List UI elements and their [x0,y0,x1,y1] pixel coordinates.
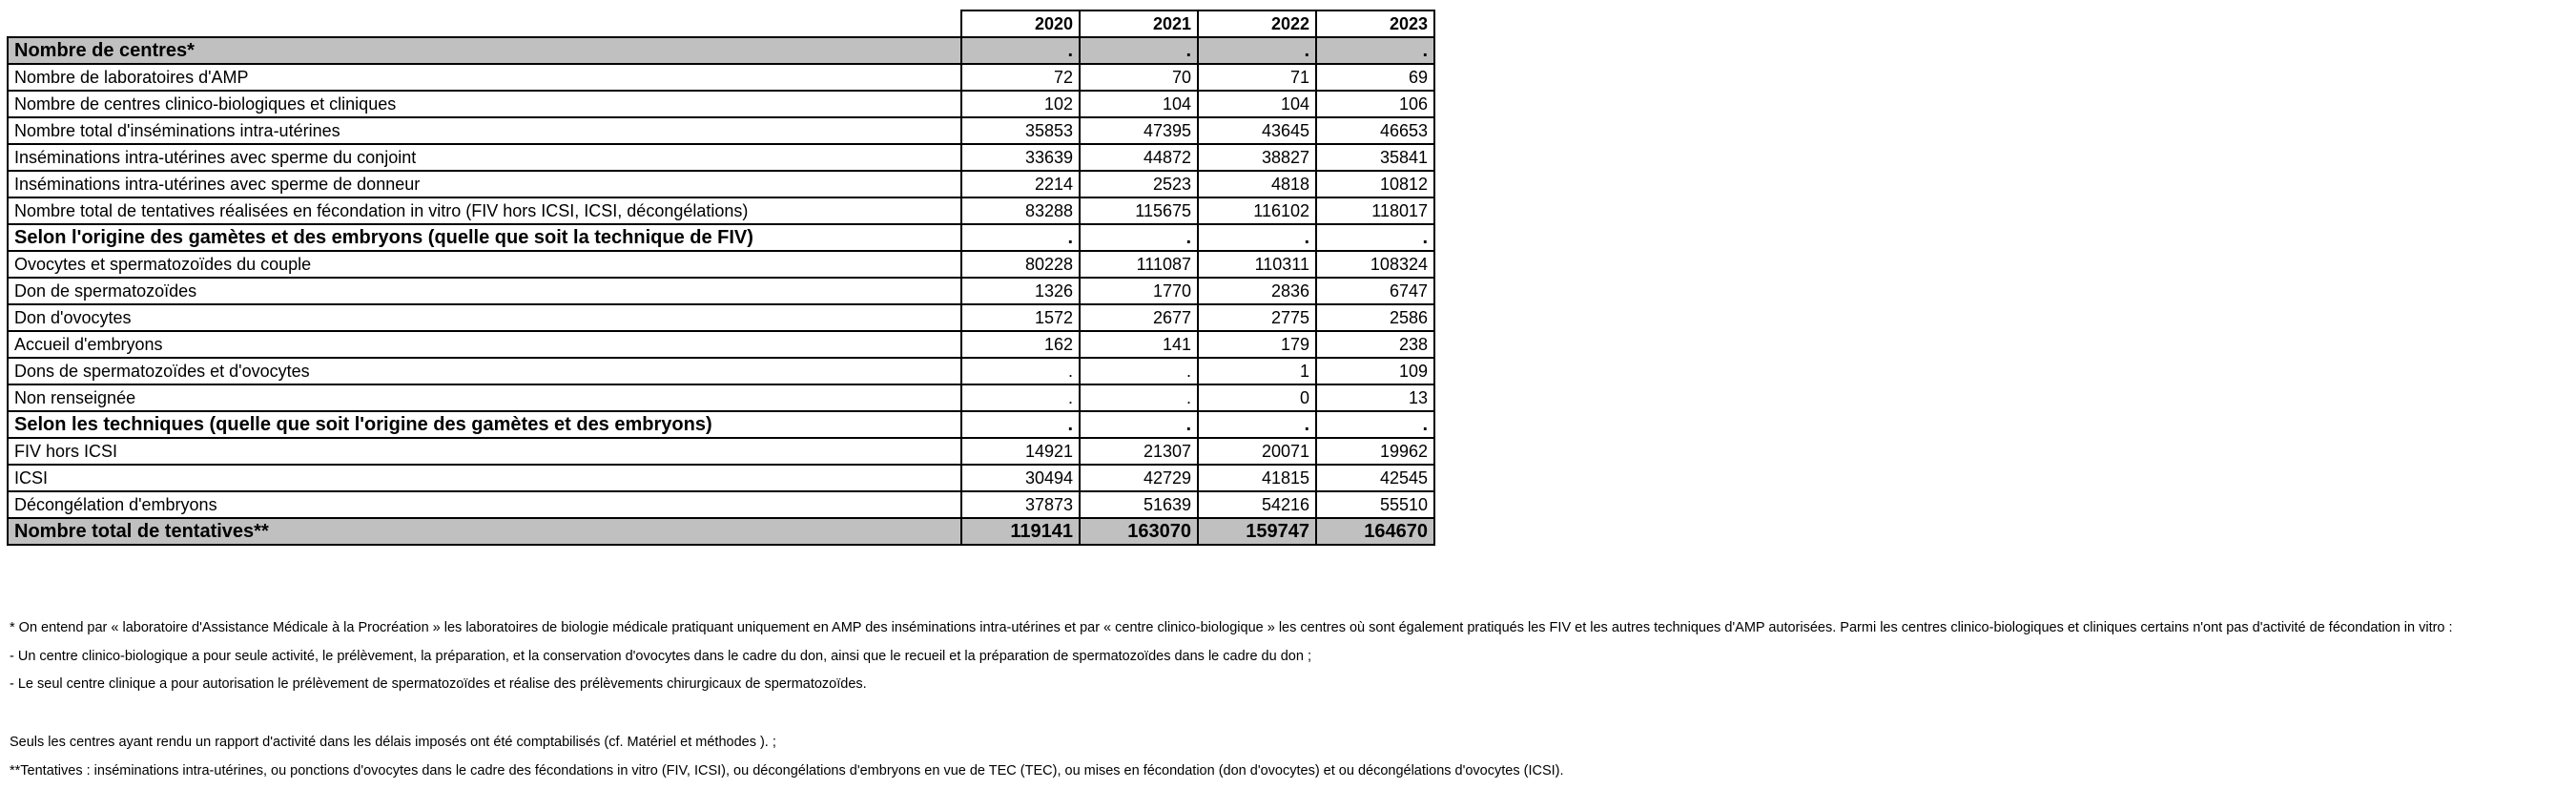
value-cell-2022: 54216 [1198,491,1316,518]
row-label: Selon l'origine des gamètes et des embryons (quelle que soit la technique de FIV) [8,224,961,251]
value-cell-2021: . [1080,384,1198,411]
value-cell-2023: 108324 [1316,251,1434,278]
value-cell-2020: . [961,37,1080,64]
row-label: Nombre de centres* [8,37,961,64]
value-cell-2020: 72 [961,64,1080,91]
value-cell-2020: 2214 [961,171,1080,197]
value-cell-2022: . [1198,411,1316,438]
value-cell-2022: 110311 [1198,251,1316,278]
value-cell-2023: 118017 [1316,197,1434,224]
table-row [8,465,1434,491]
value-cell-2021: 44872 [1080,144,1198,171]
year-header: 2020 [961,10,1080,37]
value-cell-2023: 42545 [1316,465,1434,491]
value-cell-2022: . [1198,37,1316,64]
value-cell-2022: . [1198,224,1316,251]
value-cell-2021: 2523 [1080,171,1198,197]
year-header: 2021 [1080,10,1198,37]
value-cell-2022: 179 [1198,331,1316,358]
table-row [8,358,1434,384]
value-cell-2022: 2775 [1198,304,1316,331]
value-cell-2020: 119141 [961,518,1080,545]
table-row [8,491,1434,518]
value-cell-2020: 80228 [961,251,1080,278]
value-cell-2020: 1326 [961,278,1080,304]
value-cell-2023: 46653 [1316,117,1434,144]
section-row [8,224,1434,251]
table-row [8,278,1434,304]
row-label: Nombre de laboratoires d'AMP [8,64,961,91]
table-row [8,251,1434,278]
value-cell-2021: 1770 [1080,278,1198,304]
value-cell-2020: . [961,224,1080,251]
footnote-tentatives: **Tentatives : inséminations intra-utérines, ou ponctions d'ovocytes dans le cadre des fécondations in vitro (FIV, ICSI), ou décongélations d'embryons en vue de TEC (TEC), ou mises en fécondation (don d'ovocytes) et ou décongélations d'ovocytes (ICSI). [10,763,1564,779]
value-cell-2023: . [1316,224,1434,251]
value-cell-2021: . [1080,411,1198,438]
value-cell-2023: 19962 [1316,438,1434,465]
row-label: Don de spermatozoïdes [8,278,961,304]
value-cell-2023: . [1316,411,1434,438]
table-row [8,304,1434,331]
value-cell-2021: 47395 [1080,117,1198,144]
value-cell-2023: 10812 [1316,171,1434,197]
value-cell-2021: 2677 [1080,304,1198,331]
value-cell-2021: . [1080,358,1198,384]
footnote-definition: * On entend par « laboratoire d'Assistance Médicale à la Procréation » les laboratoires de biologie médicale pratiquant uniquement en AMP des inséminations intra-utérines et par « centre clinico-biologique » les centres où sont également pratiqués les FIV et les autres techniques d'AMP autorisées. Parmi les centres clinico-biologiques et cliniques certains n'ont pas d'activité de fécondation in vitro : [10,620,2453,635]
value-cell-2020: . [961,384,1080,411]
value-cell-2020: 162 [961,331,1080,358]
table-row [8,171,1434,197]
value-cell-2021: . [1080,37,1198,64]
value-cell-2022: 20071 [1198,438,1316,465]
row-label: Inséminations intra-utérines avec sperme du conjoint [8,144,961,171]
footnote-item: - Un centre clinico-biologique a pour seule activité, le prélèvement, la préparation, et la conservation d'ovocytes dans le cadre du don, ainsi que le recueil et la préparation de spermatozoïdes dans le cadre du don ; [10,649,1311,664]
row-label: Non renseignée [8,384,961,411]
header-row [8,10,1434,37]
value-cell-2023: 69 [1316,64,1434,91]
value-cell-2020: 33639 [961,144,1080,171]
row-label: Accueil d'embryons [8,331,961,358]
value-cell-2022: 116102 [1198,197,1316,224]
table-row [8,91,1434,117]
value-cell-2022: 4818 [1198,171,1316,197]
value-cell-2021: 21307 [1080,438,1198,465]
footnote-item: - Le seul centre clinique a pour autorisation le prélèvement de spermatozoïdes et réalise des prélèvements chirurgicaux de spermatozoïdes. [10,676,867,692]
table-row [8,117,1434,144]
row-label: Nombre total de tentatives** [8,518,961,545]
value-cell-2023: 106 [1316,91,1434,117]
value-cell-2023: 109 [1316,358,1434,384]
value-cell-2021: 163070 [1080,518,1198,545]
header-corner-cell [8,10,961,37]
row-label: Ovocytes et spermatozoïdes du couple [8,251,961,278]
value-cell-2022: 159747 [1198,518,1316,545]
value-cell-2021: 51639 [1080,491,1198,518]
row-label: Nombre total de tentatives réalisées en fécondation in vitro (FIV hors ICSI, ICSI, décongélations) [8,197,961,224]
value-cell-2022: 104 [1198,91,1316,117]
value-cell-2021: 111087 [1080,251,1198,278]
row-label: Inséminations intra-utérines avec sperme de donneur [8,171,961,197]
value-cell-2020: 83288 [961,197,1080,224]
value-cell-2023: 2586 [1316,304,1434,331]
table-row [8,197,1434,224]
value-cell-2022: 41815 [1198,465,1316,491]
row-label: Nombre total d'inséminations intra-utérines [8,117,961,144]
value-cell-2020: . [961,411,1080,438]
value-cell-2020: . [961,358,1080,384]
value-cell-2021: . [1080,224,1198,251]
table-row [8,438,1434,465]
value-cell-2023: 238 [1316,331,1434,358]
value-cell-2020: 102 [961,91,1080,117]
row-label: Selon les techniques (quelle que soit l'origine des gamètes et des embryons) [8,411,961,438]
value-cell-2021: 104 [1080,91,1198,117]
year-header: 2022 [1198,10,1316,37]
row-label: Décongélation d'embryons [8,491,961,518]
value-cell-2020: 35853 [961,117,1080,144]
row-label: Nombre de centres clinico-biologiques et cliniques [8,91,961,117]
value-cell-2021: 70 [1080,64,1198,91]
value-cell-2022: 0 [1198,384,1316,411]
statistics-table [7,10,1435,546]
table-body [8,10,1434,545]
value-cell-2022: 1 [1198,358,1316,384]
table-row [8,64,1434,91]
value-cell-2021: 141 [1080,331,1198,358]
year-header: 2023 [1316,10,1434,37]
value-cell-2023: 13 [1316,384,1434,411]
value-cell-2020: 1572 [961,304,1080,331]
value-cell-2020: 14921 [961,438,1080,465]
footnote-centres: Seuls les centres ayant rendu un rapport d'activité dans les délais imposés ont été comptabilisés (cf. Matériel et méthodes ). ; [10,735,776,750]
row-label: Dons de spermatozoïdes et d'ovocytes [8,358,961,384]
value-cell-2023: 164670 [1316,518,1434,545]
row-label: ICSI [8,465,961,491]
value-cell-2020: 30494 [961,465,1080,491]
section-row [8,37,1434,64]
table-row [8,384,1434,411]
value-cell-2023: . [1316,37,1434,64]
row-label: FIV hors ICSI [8,438,961,465]
table-row [8,331,1434,358]
value-cell-2022: 71 [1198,64,1316,91]
row-label: Don d'ovocytes [8,304,961,331]
value-cell-2022: 2836 [1198,278,1316,304]
value-cell-2023: 6747 [1316,278,1434,304]
value-cell-2022: 38827 [1198,144,1316,171]
table-row [8,144,1434,171]
value-cell-2023: 55510 [1316,491,1434,518]
value-cell-2023: 35841 [1316,144,1434,171]
total-row [8,518,1434,545]
value-cell-2022: 43645 [1198,117,1316,144]
value-cell-2020: 37873 [961,491,1080,518]
value-cell-2021: 42729 [1080,465,1198,491]
section-row [8,411,1434,438]
value-cell-2021: 115675 [1080,197,1198,224]
